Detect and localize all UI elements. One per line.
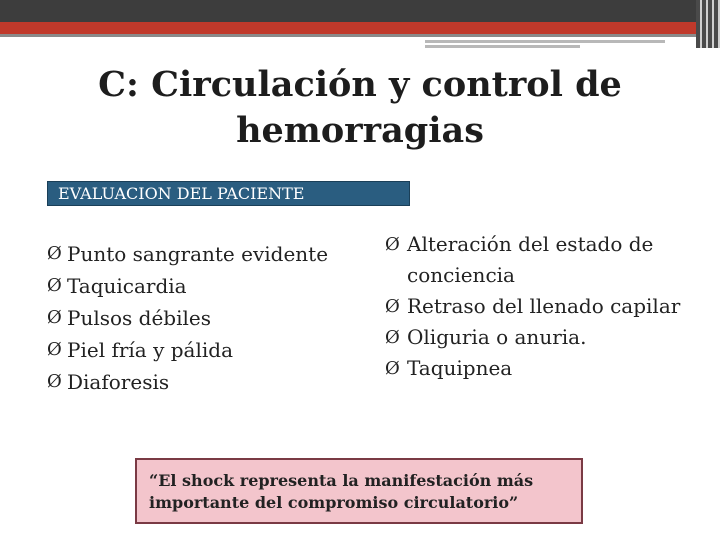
list-item-text: Retraso del llenado capilar <box>407 294 681 318</box>
arrow-bullet-icon: Ø <box>47 275 62 296</box>
list-item-text: Oliguria o anuria. <box>407 325 587 349</box>
section-label-bar <box>47 181 410 206</box>
header-accent-line-short <box>425 45 580 48</box>
header-edge-stripes <box>696 0 720 48</box>
header-accent-line <box>425 40 665 43</box>
list-item-text: Punto sangrante evidente <box>67 242 329 266</box>
list-item <box>47 366 347 398</box>
list-item-text: Pulsos débiles <box>67 306 211 330</box>
list-item-text: Alteración del estado de conciencia <box>407 232 654 287</box>
list-item <box>47 238 347 270</box>
header-red-bar <box>0 22 720 34</box>
arrow-bullet-icon: Ø <box>47 243 62 264</box>
list-item-text: Taquipnea <box>407 356 513 380</box>
list-item-text: Piel fría y pálida <box>67 338 233 362</box>
slide-title: C: Circulación y control de hemorragias <box>98 64 622 151</box>
arrow-bullet-icon: Ø <box>47 307 62 328</box>
list-item <box>385 229 685 291</box>
list-item <box>385 291 685 322</box>
list-item <box>47 302 347 334</box>
right-bullet-list <box>385 229 685 384</box>
header-divider-line <box>0 34 720 37</box>
section-label: EVALUACION DEL PACIENTE <box>58 184 305 203</box>
arrow-bullet-icon: Ø <box>385 234 400 255</box>
arrow-bullet-icon: Ø <box>385 358 400 379</box>
left-bullet-list <box>47 238 347 398</box>
list-item <box>385 322 685 353</box>
list-item <box>47 334 347 366</box>
list-item <box>385 353 685 384</box>
quote-text: “El shock representa la manifestación más importante del compromiso circulatorio” <box>149 471 534 512</box>
list-item-text: Taquicardia <box>67 274 187 298</box>
quote-box <box>135 458 583 524</box>
header-dark-bar <box>0 0 720 22</box>
arrow-bullet-icon: Ø <box>385 327 400 348</box>
list-item <box>47 270 347 302</box>
arrow-bullet-icon: Ø <box>47 371 62 392</box>
arrow-bullet-icon: Ø <box>385 296 400 317</box>
list-item-text: Diaforesis <box>67 370 170 394</box>
arrow-bullet-icon: Ø <box>47 339 62 360</box>
